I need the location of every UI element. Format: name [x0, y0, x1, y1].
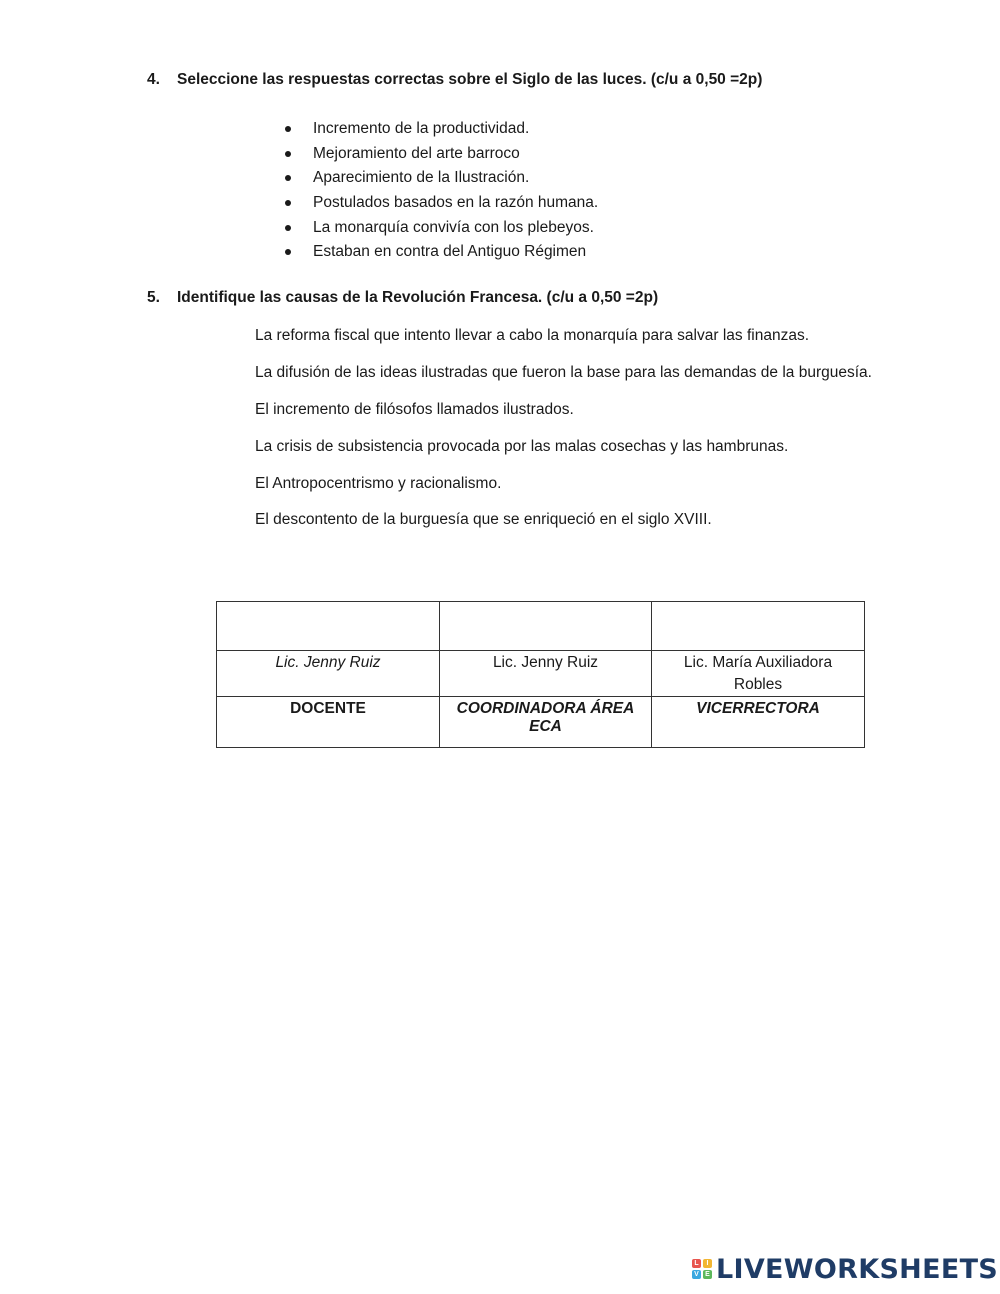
bullet-icon: [285, 175, 291, 181]
question-4-title: [147, 71, 762, 89]
option-item[interactable]: Incremento de la productividad.: [285, 118, 598, 143]
logo-text: LIVEWORKSHEETS: [716, 1253, 999, 1285]
cause-item[interactable]: La reforma fiscal que intento llevar a cabo la monarquía para salvar las finanzas.: [255, 327, 809, 344]
bullet-icon: [285, 126, 291, 132]
role-row: [217, 697, 865, 748]
bullet-icon: [285, 225, 291, 231]
cause-item[interactable]: El descontento de la burguesía que se enriqueció en el siglo XVIII.: [255, 511, 712, 529]
question-5-title: [147, 289, 658, 307]
signature-row: [217, 602, 865, 651]
liveworksheets-mark-icon: L I V E: [692, 1259, 712, 1279]
cause-item[interactable]: La difusión de las ideas ilustradas que fueron la base para las demandas de la burguesía.: [255, 363, 872, 381]
bullet-icon: [285, 249, 291, 255]
bullet-icon: [285, 200, 291, 206]
option-item[interactable]: Mejoramiento del arte barroco: [285, 143, 598, 168]
signature-table: [216, 601, 865, 748]
coordinator-role: COORDINADORA ÁREA ECA: [440, 697, 652, 748]
question-4-number: 4.: [147, 71, 160, 88]
teacher-role: DOCENTE: [217, 697, 440, 748]
vice-rector-role: VICERRECTORA: [652, 697, 865, 748]
signature-cell: [652, 602, 865, 651]
signature-cell: [440, 602, 652, 651]
question-4-options: [285, 118, 598, 266]
coordinator-name: Lic. Jenny Ruiz: [440, 651, 652, 697]
question-5-options: [255, 325, 872, 546]
teacher-name: Lic. Jenny Ruiz: [217, 651, 440, 697]
question-5-number: 5.: [147, 289, 160, 306]
option-item[interactable]: Aparecimiento de la Ilustración.: [285, 167, 598, 192]
question-4-text: Seleccione las respuestas correctas sobre el Siglo de las luces. (c/u a 0,50 =2p): [177, 71, 763, 88]
option-item[interactable]: Estaban en contra del Antiguo Régimen: [285, 241, 598, 266]
bullet-icon: [285, 151, 291, 157]
cause-item[interactable]: El incremento de filósofos llamados ilustrados.: [255, 400, 574, 418]
liveworksheets-logo: [692, 1252, 998, 1286]
cause-item[interactable]: La crisis de subsistencia provocada por las malas cosechas y las hambrunas.: [255, 437, 789, 455]
signature-cell: [217, 602, 440, 651]
option-item[interactable]: La monarquía convivía con los plebeyos.: [285, 217, 598, 242]
cause-item[interactable]: El Antropocentrismo y racionalismo.: [255, 474, 502, 492]
name-row: [217, 651, 865, 697]
vice-rector-name: Lic. María Auxiliadora Robles: [652, 651, 865, 697]
question-5-text: Identifique las causas de la Revolución Francesa. (c/u a 0,50 =2p): [177, 289, 659, 306]
option-item[interactable]: Postulados basados en la razón humana.: [285, 192, 598, 217]
